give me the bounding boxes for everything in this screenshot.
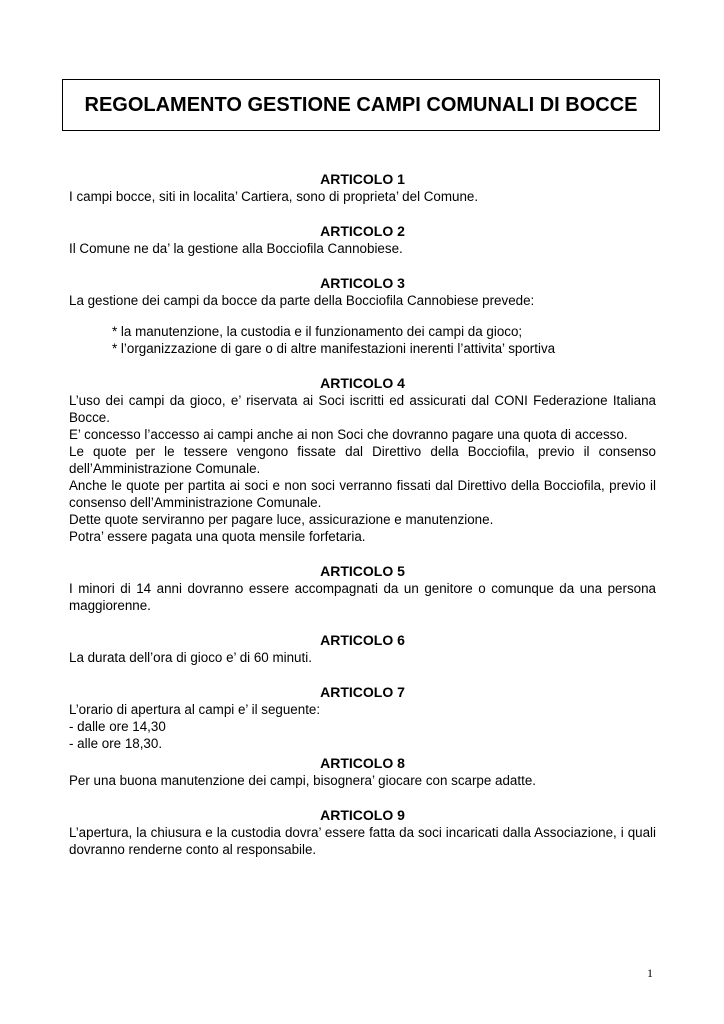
- article-text: - alle ore 18,30.: [69, 736, 163, 751]
- article-5: [69, 563, 656, 614]
- article-6: [69, 632, 656, 666]
- article-text: I minori di 14 anni dovranno essere accompagnati da un genitore o comunque da una persona maggiorenne.: [69, 581, 656, 613]
- title-box: [62, 79, 660, 131]
- article-text: La durata dell’ora di gioco e’ di 60 minuti.: [69, 650, 312, 665]
- page-number: 1: [647, 966, 653, 980]
- article-heading: ARTICOLO 6: [320, 632, 405, 648]
- article-text: Dette quote serviranno per pagare luce, assicurazione e manutenzione.: [69, 512, 494, 527]
- article-heading: ARTICOLO 1: [320, 171, 405, 187]
- article-heading: ARTICOLO 9: [320, 807, 405, 823]
- bullet-list: [112, 323, 656, 357]
- list-item: * la manutenzione, la custodia e il funzionamento dei campi da gioco;: [112, 324, 523, 339]
- article-text: Anche le quote per partita ai soci e non soci verranno fissati dal Direttivo della Bocciofila, previo il consenso dell’Amministrazione Comunale.: [69, 478, 656, 510]
- article-text: L’orario di apertura al campi e’ il seguente:: [69, 702, 321, 717]
- document-title: REGOLAMENTO GESTIONE CAMPI COMUNALI DI BOCCE: [84, 94, 638, 116]
- article-1: [69, 171, 656, 205]
- article-text: - dalle ore 14,30: [69, 719, 166, 734]
- list-item: * l’organizzazione di gare o di altre manifestazioni inerenti l’attivita’ sportiva: [112, 341, 556, 356]
- article-text: Potra’ essere pagata una quota mensile forfetaria.: [69, 529, 366, 544]
- article-8: [69, 755, 656, 789]
- article-text: I campi bocce, siti in localita’ Cartiera, sono di proprieta’ del Comune.: [69, 189, 479, 204]
- article-text: Le quote per le tessere vengono fissate dal Direttivo della Bocciofila, previo il consenso dell’Amministrazione Comunale.: [69, 444, 656, 476]
- article-2: [69, 223, 656, 257]
- article-text: Il Comune ne da’ la gestione alla Bocciofila Cannobiese.: [69, 241, 403, 256]
- article-text: La gestione dei campi da bocce da parte della Bocciofila Cannobiese prevede:: [69, 293, 535, 308]
- article-text: E’ concesso l’accesso ai campi anche ai non Soci che dovranno pagare una quota di accesso.: [69, 427, 628, 442]
- article-heading: ARTICOLO 8: [320, 755, 405, 771]
- article-heading: ARTICOLO 4: [320, 375, 405, 391]
- article-7: [69, 684, 656, 752]
- article-heading: ARTICOLO 5: [320, 563, 405, 579]
- document-body: [69, 171, 656, 858]
- article-heading: ARTICOLO 3: [320, 275, 405, 291]
- article-4: [69, 375, 656, 545]
- article-9: [69, 807, 656, 858]
- article-3: [69, 275, 656, 357]
- article-heading: ARTICOLO 2: [320, 223, 405, 239]
- article-text: L’apertura, la chiusura e la custodia dovra’ essere fatta da soci incaricati dalla Associazione, i quali dovranno renderne conto al responsabile.: [69, 825, 656, 857]
- article-text: Per una buona manutenzione dei campi, bisognera’ giocare con scarpe adatte.: [69, 773, 536, 788]
- article-text: L’uso dei campi da gioco, e’ riservata ai Soci iscritti ed assicurati dal CONI Federazione Italiana Bocce.: [69, 393, 656, 425]
- article-heading: ARTICOLO 7: [320, 684, 405, 700]
